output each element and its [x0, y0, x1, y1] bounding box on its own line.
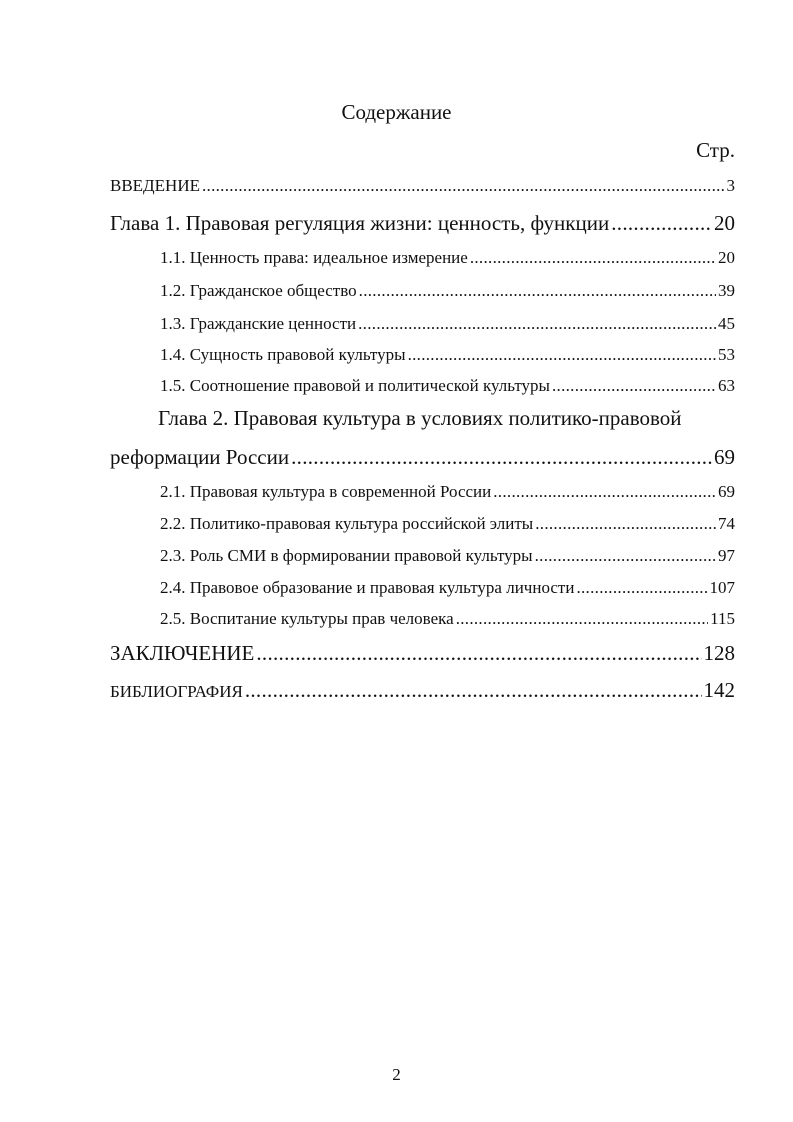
toc-entry-label: 2.3. Роль СМИ в формировании правовой культуры: [160, 546, 533, 565]
dot-leader: [611, 209, 712, 237]
toc-entry-page: 128: [703, 641, 735, 665]
dot-leader: [535, 544, 716, 568]
toc-entry-page: 63: [718, 376, 735, 395]
toc-entry-page: 39: [718, 281, 735, 300]
dot-leader: [359, 279, 716, 303]
dot-leader: [256, 639, 701, 667]
toc-entry-label: БИБЛИОГРАФИЯ: [110, 682, 243, 701]
toc-entry-section-1-4[interactable]: [160, 343, 735, 367]
toc-entry-label: ВВЕДЕНИЕ: [110, 176, 200, 195]
dot-leader: [245, 676, 702, 704]
toc-entry-label: 1.3. Гражданские ценности: [160, 314, 357, 333]
toc-entry-section-1-3[interactable]: [160, 312, 735, 336]
toc-entry-page: 53: [718, 345, 735, 364]
toc-entry-label: 2.2. Политико-правовая культура российской элиты: [160, 514, 534, 533]
toc-entry-page: 3: [726, 176, 735, 195]
toc-entry-page: 20: [714, 211, 735, 235]
dot-leader: [576, 576, 707, 600]
toc-entry-page: 20: [718, 248, 735, 267]
toc-entry-section-2-1[interactable]: [160, 480, 735, 504]
dot-leader: [456, 607, 708, 631]
toc-entry-intro[interactable]: [110, 174, 735, 198]
toc-entry-label: 1.1. Ценность права: идеальное измерение: [160, 248, 468, 267]
page-column-label: Стр.: [696, 138, 735, 162]
toc-entry-label: Глава 1. Правовая регуляция жизни: ценность, функции: [110, 211, 610, 235]
page-number: 2: [392, 1065, 401, 1084]
toc-entry-chapter-2[interactable]: [110, 443, 735, 471]
toc-entry-label: 2.1. Правовая культура в современной России: [160, 482, 492, 501]
toc-entry-label: 1.2. Гражданское общество: [160, 281, 357, 300]
toc-entry-section-2-3[interactable]: [160, 544, 735, 568]
dot-leader: [493, 480, 716, 504]
toc-entry-section-2-2[interactable]: [160, 512, 735, 536]
toc-entry-bibliography[interactable]: [110, 676, 735, 706]
dot-leader: [202, 174, 725, 198]
toc-entry-section-1-2[interactable]: [160, 279, 735, 303]
toc-entry-page: 97: [718, 546, 735, 565]
toc-entry-label: 2.4. Правовое образование и правовая культура личности: [160, 578, 575, 597]
dot-leader: [291, 443, 712, 471]
toc-entry-section-2-5[interactable]: [160, 607, 735, 631]
toc-entry-page: 69: [714, 445, 735, 469]
dot-leader: [535, 512, 716, 536]
toc-entry-conclusion[interactable]: [110, 639, 735, 667]
dot-leader: [408, 343, 716, 367]
toc-entry-label: 1.4. Сущность правовой культуры: [160, 345, 406, 364]
toc-entry-page: 115: [710, 609, 735, 628]
page-title: Содержание: [341, 100, 452, 124]
toc-entry-chapter-2-line-1[interactable]: Глава 2. Правовая культура в условиях политико-правовой: [158, 406, 682, 430]
toc-entry-section-1-5[interactable]: [160, 374, 735, 398]
toc-entry-page: 74: [718, 514, 735, 533]
toc-entry-page: 69: [718, 482, 735, 501]
toc-entry-label: реформации России: [110, 445, 290, 469]
dot-leader: [470, 246, 716, 270]
toc-entry-label: 2.5. Воспитание культуры прав человека: [160, 609, 454, 628]
toc-entry-label: 1.5. Соотношение правовой и политической культуры: [160, 376, 550, 395]
toc-entry-chapter-1[interactable]: [110, 209, 735, 237]
toc-entry-page: 107: [709, 578, 735, 597]
toc-entry-page: 142: [703, 678, 735, 702]
toc-entry-section-1-1[interactable]: [160, 246, 735, 270]
dot-leader: [552, 374, 716, 398]
toc-entry-page: 45: [718, 314, 735, 333]
toc-entry-label: ЗАКЛЮЧЕНИЕ: [110, 641, 255, 665]
toc-entry-section-2-4[interactable]: [160, 576, 735, 600]
dot-leader: [358, 312, 716, 336]
